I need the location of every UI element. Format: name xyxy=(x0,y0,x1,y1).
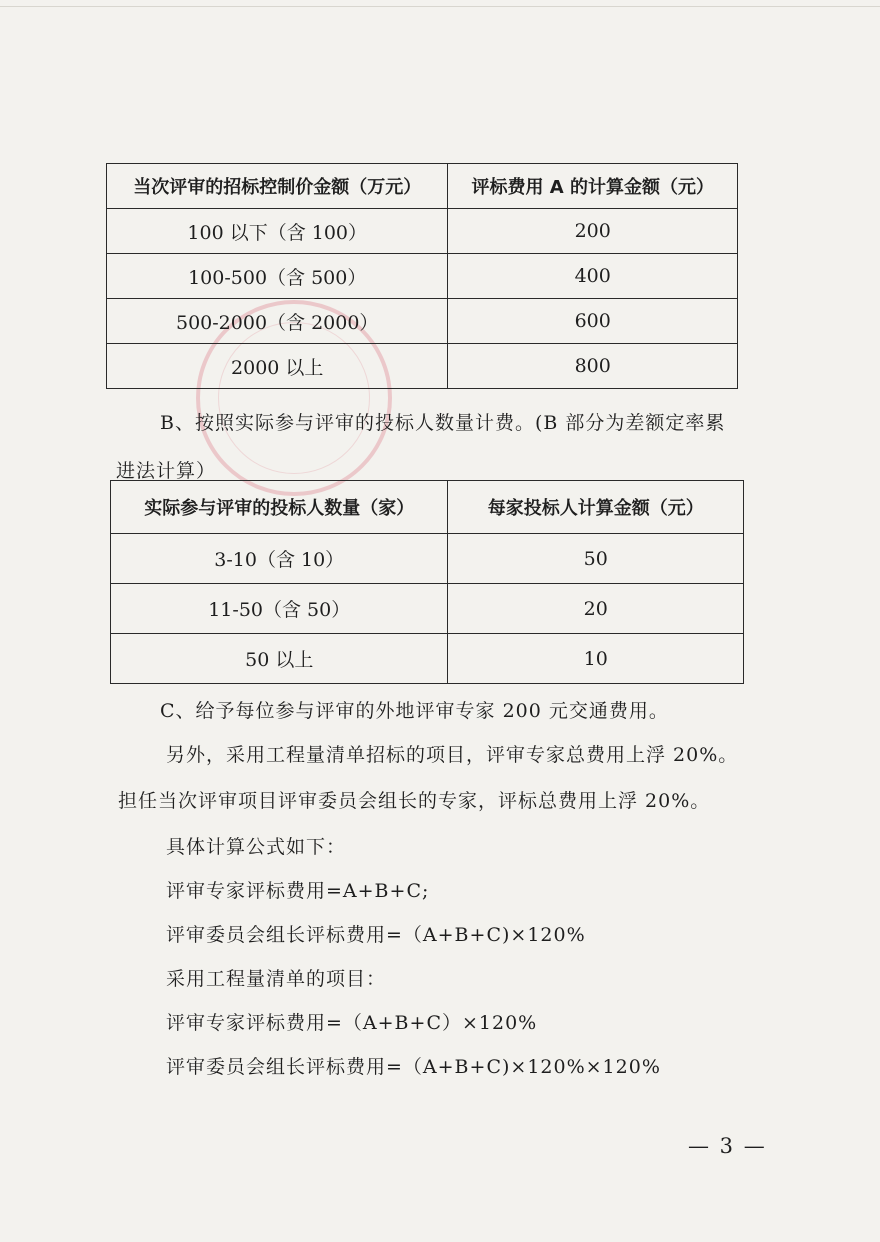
page-edge xyxy=(0,6,880,7)
table-row xyxy=(107,209,738,254)
formula-bill-intro: 采用工程量清单的项目： xyxy=(166,968,387,990)
formula-expert-fee: 评审专家评标费用=A+B+C; xyxy=(166,880,430,902)
table-row xyxy=(111,584,744,634)
column-header-fee-a: 评标费用 A 的计算金额（元） xyxy=(448,164,738,209)
bidder-count-fee-b-table xyxy=(110,480,744,684)
column-header-control-price: 当次评审的招标控制价金额（万元） xyxy=(107,164,448,209)
per-bidder-amount-cell: 20 xyxy=(448,584,744,634)
paragraph-c: C、给予每位参与评审的外地评审专家 200 元交通费用。 xyxy=(160,700,669,722)
bidder-range-cell: 11-50（含 50） xyxy=(111,584,448,634)
paragraph-extra-line-1: 另外，采用工程量清单招标的项目，评审专家总费用上浮 20%。 xyxy=(166,744,739,766)
formula-bill-leader-fee: 评审委员会组长评标费用=（A+B+C)×120%×120% xyxy=(166,1056,661,1078)
page-number: — 3 — xyxy=(688,1134,767,1158)
fee-amount-cell: 400 xyxy=(448,254,738,299)
formula-bill-expert-fee: 评审专家评标费用=（A+B+C）×120% xyxy=(166,1012,538,1034)
column-header-per-bidder-amount: 每家投标人计算金额（元） xyxy=(448,481,744,534)
review-fee-a-table xyxy=(106,163,738,389)
formula-leader-fee: 评审委员会组长评标费用=（A+B+C)×120% xyxy=(166,924,586,946)
fee-amount-cell: 800 xyxy=(448,344,738,389)
table-header-row xyxy=(111,481,744,534)
table-row xyxy=(111,634,744,684)
table-row xyxy=(107,254,738,299)
paragraph-extra-line-2: 担任当次评审项目评审委员会组长的专家，评标总费用上浮 20%。 xyxy=(118,790,711,812)
per-bidder-amount-cell: 50 xyxy=(448,534,744,584)
bidder-range-cell: 50 以上 xyxy=(111,634,448,684)
column-header-bidder-count: 实际参与评审的投标人数量（家） xyxy=(111,481,448,534)
paragraph-b-line-1: B、按照实际参与评审的投标人数量计费。(B 部分为差额定率累 xyxy=(160,412,726,434)
fee-amount-cell: 600 xyxy=(448,299,738,344)
table-row xyxy=(107,299,738,344)
price-range-cell: 100-500（含 500） xyxy=(107,254,448,299)
formula-intro: 具体计算公式如下： xyxy=(166,836,347,858)
price-range-cell: 500-2000（含 2000） xyxy=(107,299,448,344)
table-row xyxy=(107,344,738,389)
price-range-cell: 2000 以上 xyxy=(107,344,448,389)
price-range-cell: 100 以下（含 100） xyxy=(107,209,448,254)
bidder-range-cell: 3-10（含 10） xyxy=(111,534,448,584)
table-header-row xyxy=(107,164,738,209)
table-row xyxy=(111,534,744,584)
per-bidder-amount-cell: 10 xyxy=(448,634,744,684)
fee-amount-cell: 200 xyxy=(448,209,738,254)
paragraph-b-line-2: 进法计算） xyxy=(116,460,217,482)
